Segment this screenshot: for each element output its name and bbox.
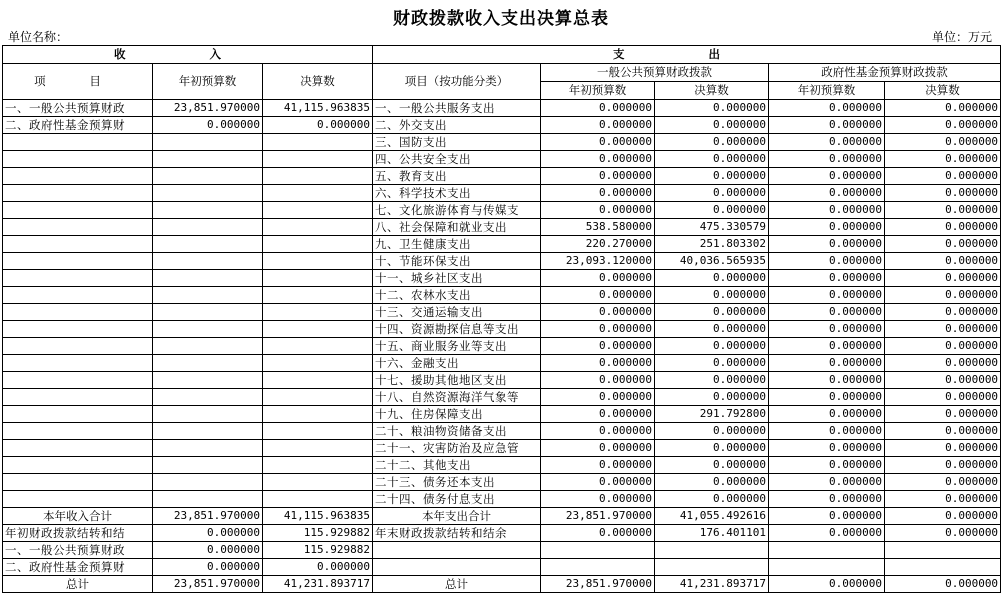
gf-budget-cell: 0.000000: [769, 474, 885, 491]
empty-cell: [263, 168, 373, 185]
expense-item-cell: 十、节能环保支出: [373, 253, 541, 270]
carry-out-label: 年末财政拨款结转和结余: [373, 525, 541, 542]
empty-cell: [3, 151, 153, 168]
expense-total-gb-final: 41,055.492616: [655, 508, 769, 525]
income-budget-cell: 0.000000: [153, 117, 263, 134]
gf-final-cell: 0.000000: [885, 372, 1001, 389]
gb-final-cell: 0.000000: [655, 270, 769, 287]
expense-item-cell: 二十二、其他支出: [373, 457, 541, 474]
gb-budget-cell: 0.000000: [541, 287, 655, 304]
grand-total-label-right: 总计: [373, 576, 541, 593]
gb-final-cell: 40,036.565935: [655, 253, 769, 270]
gf-final-cell: 0.000000: [885, 219, 1001, 236]
gb-budget-cell: 0.000000: [541, 304, 655, 321]
gb-budget-cell: 23,093.120000: [541, 253, 655, 270]
carry-in-sub2-label: 二、政府性基金预算财: [3, 559, 153, 576]
empty-cell: [263, 304, 373, 321]
gb-budget-cell: 0.000000: [541, 355, 655, 372]
gf-budget-cell: 0.000000: [769, 100, 885, 117]
gf-final-cell: 0.000000: [885, 406, 1001, 423]
gf-budget-cell: 0.000000: [769, 389, 885, 406]
table-row: [3, 491, 1001, 508]
empty-cell: [3, 372, 153, 389]
empty-cell: [263, 270, 373, 287]
gf-budget-cell: 0.000000: [769, 406, 885, 423]
empty-cell: [769, 542, 885, 559]
table-row: [3, 236, 1001, 253]
empty-cell: [153, 287, 263, 304]
gb-final-cell: 0.000000: [655, 117, 769, 134]
income-budget-cell: 23,851.970000: [153, 100, 263, 117]
empty-cell: [3, 287, 153, 304]
grand-total-gf-final: 0.000000: [885, 576, 1001, 593]
empty-cell: [263, 423, 373, 440]
empty-cell: [3, 304, 153, 321]
gb-final-cell: 0.000000: [655, 287, 769, 304]
gb-final-cell: 475.330579: [655, 219, 769, 236]
gb-final-cell: 0.000000: [655, 474, 769, 491]
empty-cell: [263, 338, 373, 355]
grand-total-gb-final: 41,231.893717: [655, 576, 769, 593]
empty-cell: [263, 219, 373, 236]
expense-total-gf-budget: 0.000000: [769, 508, 885, 525]
gb-budget-cell: 0.000000: [541, 474, 655, 491]
empty-cell: [153, 457, 263, 474]
expense-item-cell: 十三、交通运输支出: [373, 304, 541, 321]
empty-cell: [153, 338, 263, 355]
gb-final-cell: 0.000000: [655, 491, 769, 508]
expense-item-cell: 二十四、债务付息支出: [373, 491, 541, 508]
gf-final-cell: 0.000000: [885, 338, 1001, 355]
empty-cell: [541, 559, 655, 576]
gf-final-cell: 0.000000: [885, 202, 1001, 219]
empty-cell: [263, 202, 373, 219]
empty-cell: [153, 440, 263, 457]
empty-cell: [153, 219, 263, 236]
expense-item-cell: 十五、商业服务业等支出: [373, 338, 541, 355]
gov-fund-header: 政府性基金预算财政拨款: [769, 64, 1001, 82]
empty-cell: [263, 440, 373, 457]
table-row: [3, 440, 1001, 457]
expense-item-cell: 二十三、债务还本支出: [373, 474, 541, 491]
gb-final-cell: 0.000000: [655, 168, 769, 185]
carry-out-gf-budget: 0.000000: [769, 525, 885, 542]
final-header: 决算数: [263, 64, 373, 100]
expense-item-cell: 八、社会保障和就业支出: [373, 219, 541, 236]
empty-cell: [3, 253, 153, 270]
empty-cell: [3, 355, 153, 372]
empty-cell: [153, 372, 263, 389]
gf-budget-cell: 0.000000: [769, 117, 885, 134]
empty-cell: [3, 338, 153, 355]
empty-cell: [373, 559, 541, 576]
gf-budget-cell: 0.000000: [769, 440, 885, 457]
table-row: [3, 406, 1001, 423]
gb-budget-cell: 0.000000: [541, 338, 655, 355]
gb-final-cell: 0.000000: [655, 100, 769, 117]
gf-budget-cell: 0.000000: [769, 134, 885, 151]
carry-in-label: 年初财政拨款结转和结: [3, 525, 153, 542]
empty-cell: [3, 423, 153, 440]
gb-budget-cell: 0.000000: [541, 185, 655, 202]
func-item-header: 项目（按功能分类）: [373, 64, 541, 100]
expense-header: 支 出: [373, 46, 1001, 64]
expense-total-gf-final: 0.000000: [885, 508, 1001, 525]
gf-final-cell: 0.000000: [885, 100, 1001, 117]
expense-item-cell: 七、文化旅游体育与传媒支: [373, 202, 541, 219]
gf-final-cell: 0.000000: [885, 423, 1001, 440]
gb-budget-cell: 0.000000: [541, 134, 655, 151]
gb-final-cell: 0.000000: [655, 372, 769, 389]
income-total-final: 41,115.963835: [263, 508, 373, 525]
table-row: [3, 100, 1001, 117]
table-row: [3, 457, 1001, 474]
gf-final-cell: 0.000000: [885, 440, 1001, 457]
empty-cell: [153, 491, 263, 508]
gf-budget-cell: 0.000000: [769, 338, 885, 355]
table-row: [3, 559, 1001, 576]
gf-budget-cell: 0.000000: [769, 168, 885, 185]
grand-total-gb-budget: 23,851.970000: [541, 576, 655, 593]
empty-cell: [153, 168, 263, 185]
expense-item-cell: 十二、农林水支出: [373, 287, 541, 304]
carry-in-budget: 0.000000: [153, 525, 263, 542]
gf-final-cell: 0.000000: [885, 287, 1001, 304]
gf-final-cell: 0.000000: [885, 355, 1001, 372]
empty-cell: [3, 270, 153, 287]
gf-final-cell: 0.000000: [885, 134, 1001, 151]
gf-final-cell: 0.000000: [885, 304, 1001, 321]
gb-final-cell: 291.792800: [655, 406, 769, 423]
empty-cell: [153, 389, 263, 406]
gf-budget-cell: 0.000000: [769, 236, 885, 253]
gf-final-cell: 0.000000: [885, 151, 1001, 168]
gb-final-cell: 251.803302: [655, 236, 769, 253]
gb-budget-cell: 0.000000: [541, 117, 655, 134]
gf-budget-cell: 0.000000: [769, 372, 885, 389]
income-total-budget: 23,851.970000: [153, 508, 263, 525]
empty-cell: [153, 304, 263, 321]
empty-cell: [263, 491, 373, 508]
budget-header: 年初预算数: [153, 64, 263, 100]
gb-budget-cell: 0.000000: [541, 457, 655, 474]
gf-budget-cell: 0.000000: [769, 219, 885, 236]
table-row: [3, 134, 1001, 151]
expense-item-cell: 十八、自然资源海洋气象等: [373, 389, 541, 406]
gb-budget-cell: 0.000000: [541, 372, 655, 389]
table-row: [3, 253, 1001, 270]
carry-in-sub2-budget: 0.000000: [153, 559, 263, 576]
empty-cell: [655, 559, 769, 576]
empty-cell: [3, 185, 153, 202]
empty-cell: [153, 474, 263, 491]
carry-out-gb-budget: 0.000000: [541, 525, 655, 542]
unit-name-label: 单位名称：: [8, 30, 69, 44]
expense-item-cell: 二十一、灾害防治及应急管: [373, 440, 541, 457]
gf-final-cell: 0.000000: [885, 389, 1001, 406]
gb-final-cell: 0.000000: [655, 185, 769, 202]
expense-item-cell: 九、卫生健康支出: [373, 236, 541, 253]
expense-item-cell: 五、教育支出: [373, 168, 541, 185]
empty-cell: [153, 151, 263, 168]
gf-budget-cell: 0.000000: [769, 304, 885, 321]
carry-in-sub2-final: 0.000000: [263, 559, 373, 576]
carry-in-sub1-budget: 0.000000: [153, 542, 263, 559]
table-row: [3, 423, 1001, 440]
gb-budget-cell: 0.000000: [541, 491, 655, 508]
empty-cell: [3, 134, 153, 151]
gb-final-cell: 0.000000: [655, 423, 769, 440]
empty-cell: [3, 491, 153, 508]
empty-cell: [3, 389, 153, 406]
table-row: [3, 525, 1001, 542]
empty-cell: [3, 474, 153, 491]
gf-budget-cell: 0.000000: [769, 270, 885, 287]
gb-final-header: 决算数: [655, 82, 769, 100]
expense-total-label: 本年支出合计: [373, 508, 541, 525]
gf-final-cell: 0.000000: [885, 117, 1001, 134]
grand-total-budget: 23,851.970000: [153, 576, 263, 593]
gf-budget-header: 年初预算数: [769, 82, 885, 100]
expense-item-cell: 二十、粮油物资储备支出: [373, 423, 541, 440]
empty-cell: [655, 542, 769, 559]
empty-cell: [153, 236, 263, 253]
carry-in-final: 115.929882: [263, 525, 373, 542]
gf-budget-cell: 0.000000: [769, 202, 885, 219]
carry-out-gb-final: 176.401101: [655, 525, 769, 542]
income-total-label: 本年收入合计: [3, 508, 153, 525]
gf-final-cell: 0.000000: [885, 185, 1001, 202]
expense-total-gb-budget: 23,851.970000: [541, 508, 655, 525]
empty-cell: [153, 355, 263, 372]
expense-item-cell: 十一、城乡社区支出: [373, 270, 541, 287]
grand-total-label-left: 总计: [3, 576, 153, 593]
gb-budget-cell: 0.000000: [541, 389, 655, 406]
empty-cell: [263, 134, 373, 151]
table-row: [3, 185, 1001, 202]
expense-item-cell: 六、科学技术支出: [373, 185, 541, 202]
empty-cell: [153, 406, 263, 423]
gb-final-cell: 0.000000: [655, 151, 769, 168]
empty-cell: [3, 202, 153, 219]
table-row: [3, 338, 1001, 355]
expense-item-cell: 二、外交支出: [373, 117, 541, 134]
empty-cell: [263, 236, 373, 253]
table-row: [3, 304, 1001, 321]
empty-cell: [3, 440, 153, 457]
grand-total-gf-budget: 0.000000: [769, 576, 885, 593]
expense-item-cell: 一、一般公共服务支出: [373, 100, 541, 117]
empty-cell: [3, 236, 153, 253]
gf-final-cell: 0.000000: [885, 321, 1001, 338]
table-row: [3, 168, 1001, 185]
income-final-cell: 0.000000: [263, 117, 373, 134]
gb-budget-cell: 0.000000: [541, 321, 655, 338]
gb-budget-cell: 0.000000: [541, 151, 655, 168]
empty-cell: [153, 202, 263, 219]
gb-budget-cell: 0.000000: [541, 270, 655, 287]
gb-budget-cell: 0.000000: [541, 202, 655, 219]
gb-budget-cell: 0.000000: [541, 440, 655, 457]
income-header: 收 入: [3, 46, 373, 64]
gb-final-cell: 0.000000: [655, 202, 769, 219]
empty-cell: [263, 185, 373, 202]
expense-item-cell: 三、国防支出: [373, 134, 541, 151]
gb-budget-cell: 538.580000: [541, 219, 655, 236]
empty-cell: [153, 134, 263, 151]
gf-final-header: 决算数: [885, 82, 1001, 100]
income-final-cell: 41,115.963835: [263, 100, 373, 117]
gf-budget-cell: 0.000000: [769, 287, 885, 304]
expense-item-cell: 十六、金融支出: [373, 355, 541, 372]
gf-budget-cell: 0.000000: [769, 151, 885, 168]
empty-cell: [541, 542, 655, 559]
empty-cell: [373, 542, 541, 559]
table-row: [3, 270, 1001, 287]
table-row: [3, 576, 1001, 593]
table-row: [3, 372, 1001, 389]
gf-budget-cell: 0.000000: [769, 355, 885, 372]
empty-cell: [885, 542, 1001, 559]
table-row: [3, 321, 1001, 338]
gf-final-cell: 0.000000: [885, 253, 1001, 270]
budget-table: [2, 45, 1001, 593]
report-title: 财政拨款收入支出决算总表: [393, 9, 609, 29]
grand-total-final: 41,231.893717: [263, 576, 373, 593]
empty-cell: [263, 372, 373, 389]
expense-item-cell: 十九、住房保障支出: [373, 406, 541, 423]
gb-budget-cell: 0.000000: [541, 100, 655, 117]
carry-out-gf-final: 0.000000: [885, 525, 1001, 542]
empty-cell: [263, 321, 373, 338]
gf-final-cell: 0.000000: [885, 236, 1001, 253]
gb-budget-cell: 0.000000: [541, 168, 655, 185]
table-row: [3, 542, 1001, 559]
gb-budget-cell: 0.000000: [541, 406, 655, 423]
empty-cell: [263, 474, 373, 491]
table-row: [3, 474, 1001, 491]
empty-cell: [769, 559, 885, 576]
gf-final-cell: 0.000000: [885, 168, 1001, 185]
empty-cell: [263, 253, 373, 270]
gb-budget-cell: 220.270000: [541, 236, 655, 253]
gb-final-cell: 0.000000: [655, 321, 769, 338]
empty-cell: [263, 287, 373, 304]
empty-cell: [153, 270, 263, 287]
empty-cell: [153, 423, 263, 440]
carry-in-sub1-final: 115.929882: [263, 542, 373, 559]
empty-cell: [3, 168, 153, 185]
gb-final-cell: 0.000000: [655, 440, 769, 457]
gf-budget-cell: 0.000000: [769, 185, 885, 202]
table-row: [3, 202, 1001, 219]
gb-final-cell: 0.000000: [655, 134, 769, 151]
gf-final-cell: 0.000000: [885, 474, 1001, 491]
table-row: [3, 117, 1001, 134]
carry-in-sub1-label: 一、一般公共预算财政: [3, 542, 153, 559]
table-row: [3, 219, 1001, 236]
gb-final-cell: 0.000000: [655, 457, 769, 474]
gf-budget-cell: 0.000000: [769, 423, 885, 440]
empty-cell: [153, 185, 263, 202]
gb-budget-cell: 0.000000: [541, 423, 655, 440]
item-header: 项 目: [3, 64, 153, 100]
empty-cell: [885, 559, 1001, 576]
expense-item-cell: 四、公共安全支出: [373, 151, 541, 168]
empty-cell: [263, 457, 373, 474]
gf-budget-cell: 0.000000: [769, 321, 885, 338]
empty-cell: [3, 219, 153, 236]
empty-cell: [263, 151, 373, 168]
table-row: [3, 508, 1001, 525]
gb-budget-header: 年初预算数: [541, 82, 655, 100]
table-row: [3, 151, 1001, 168]
income-item-cell: 一、一般公共预算财政: [3, 100, 153, 117]
income-item-cell: 二、政府性基金预算财: [3, 117, 153, 134]
empty-cell: [3, 321, 153, 338]
empty-cell: [263, 355, 373, 372]
empty-cell: [3, 406, 153, 423]
unit-label: 单位：万元: [931, 30, 992, 44]
empty-cell: [263, 389, 373, 406]
expense-item-cell: 十四、资源勘探信息等支出: [373, 321, 541, 338]
gf-final-cell: 0.000000: [885, 491, 1001, 508]
gf-budget-cell: 0.000000: [769, 491, 885, 508]
empty-cell: [153, 321, 263, 338]
gf-budget-cell: 0.000000: [769, 457, 885, 474]
gf-final-cell: 0.000000: [885, 270, 1001, 287]
empty-cell: [263, 406, 373, 423]
gb-final-cell: 0.000000: [655, 389, 769, 406]
gb-final-cell: 0.000000: [655, 304, 769, 321]
gf-budget-cell: 0.000000: [769, 253, 885, 270]
table-row: [3, 355, 1001, 372]
table-row: [3, 389, 1001, 406]
empty-cell: [153, 253, 263, 270]
general-budget-header: 一般公共预算财政拨款: [541, 64, 769, 82]
empty-cell: [3, 457, 153, 474]
expense-item-cell: 十七、援助其他地区支出: [373, 372, 541, 389]
gb-final-cell: 0.000000: [655, 355, 769, 372]
gf-final-cell: 0.000000: [885, 457, 1001, 474]
table-row: [3, 287, 1001, 304]
gb-final-cell: 0.000000: [655, 338, 769, 355]
